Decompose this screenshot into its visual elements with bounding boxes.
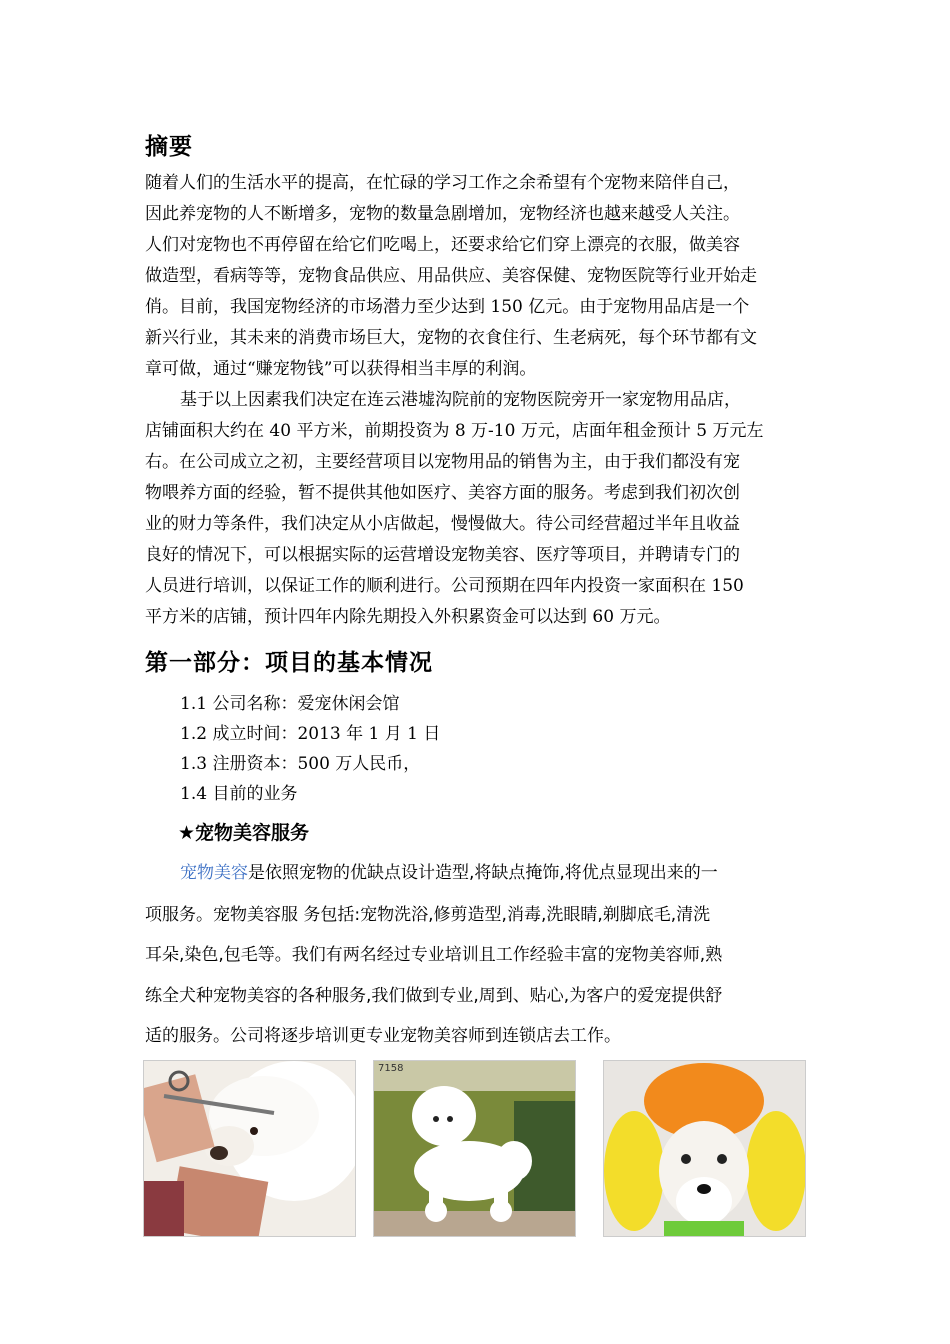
service-text: 是依照宠物的优缺点设计造型,将缺点掩饰,将优点显现出来的一 bbox=[248, 863, 718, 883]
abstract-line: 良好的情况下，可以根据实际的运营增设宠物美容、医疗等项目，并聘请专门的 bbox=[145, 545, 740, 565]
abstract-line: 因此养宠物的人不断增多，宠物的数量急剧增加，宠物经济也越来越受人关注。 bbox=[145, 204, 740, 224]
part1-heading: 第一部分：项目的基本情况 bbox=[145, 650, 433, 676]
abstract-line: 人员进行培训，以保证工作的顺利进行。公司预期在四年内投资一家面积在 150 bbox=[145, 576, 744, 596]
service-line: 耳朵,染色,包毛等。我们有两名经过专业培训且工作经验丰富的宠物美容师,熟 bbox=[145, 945, 723, 965]
service-line-first bbox=[180, 858, 718, 883]
abstract-line: 章可做，通过“赚宠物钱”可以获得相当丰厚的利润。 bbox=[145, 359, 537, 379]
service-line: 适的服务。公司将逐步培训更专业宠物美容师到连锁店去工作。 bbox=[145, 1026, 621, 1046]
abstract-line: 做造型，看病等等，宠物食品供应、用品供应、美容保健、宠物医院等行业开始走 bbox=[145, 266, 757, 286]
info-item: 1.3 注册资本：500 万人民币， bbox=[180, 754, 421, 774]
abstract-line: 新兴行业，其未来的消费市场巨大，宠物的衣食住行、生老病死，每个环节都有文 bbox=[145, 328, 757, 348]
service-heading: ★宠物美容服务 bbox=[178, 822, 310, 844]
info-item: 1.1 公司名称：爱宠休闲会馆 bbox=[180, 694, 400, 714]
info-item: 1.4 目前的业务 bbox=[180, 784, 298, 804]
grooming-photo-3 bbox=[603, 1060, 806, 1237]
service-line: 项服务。宠物美容服 务包括:宠物洗浴,修剪造型,消毒,洗眼睛,剃脚底毛,清洗 bbox=[145, 905, 711, 925]
abstract-line: 店铺面积大约在 40 平方米，前期投资为 8 万-10 万元，店面年租金预计 5 万元左 bbox=[145, 421, 764, 441]
abstract-heading: 摘要 bbox=[145, 134, 193, 160]
abstract-line: 业的财力等条件，我们决定从小店做起，慢慢做大。待公司经营超过半年且收益 bbox=[145, 514, 740, 534]
abstract-line: 平方米的店铺，预计四年内除先期投入外积累资金可以达到 60 万元。 bbox=[145, 607, 671, 627]
grooming-photo-1 bbox=[143, 1060, 356, 1237]
service-line: 练全犬种宠物美容的各种服务,我们做到专业,周到、贴心,为客户的爱宠提供舒 bbox=[145, 986, 723, 1006]
abstract-line: 物喂养方面的经验，暂不提供其他如医疗、美容方面的服务。考虑到我们初次创 bbox=[145, 483, 740, 503]
photo-tag: 7158 bbox=[378, 1063, 404, 1074]
abstract-line: 基于以上因素我们决定在连云港墟沟院前的宠物医院旁开一家宠物用品店， bbox=[180, 390, 741, 410]
abstract-line: 人们对宠物也不再停留在给它们吃喝上，还要求给它们穿上漂亮的衣服，做美容 bbox=[145, 235, 740, 255]
abstract-line: 随着人们的生活水平的提高，在忙碌的学习工作之余希望有个宠物来陪伴自己， bbox=[145, 173, 740, 193]
grooming-photo-2 bbox=[373, 1060, 576, 1237]
abstract-line: 俏。目前，我国宠物经济的市场潜力至少达到 150 亿元。由于宠物用品店是一个 bbox=[145, 297, 750, 317]
pet-grooming-link[interactable]: 宠物美容 bbox=[180, 863, 248, 883]
abstract-line: 右。在公司成立之初，主要经营项目以宠物用品的销售为主，由于我们都没有宠 bbox=[145, 452, 740, 472]
info-item: 1.2 成立时间：2013 年 1 月 1 日 bbox=[180, 724, 441, 744]
